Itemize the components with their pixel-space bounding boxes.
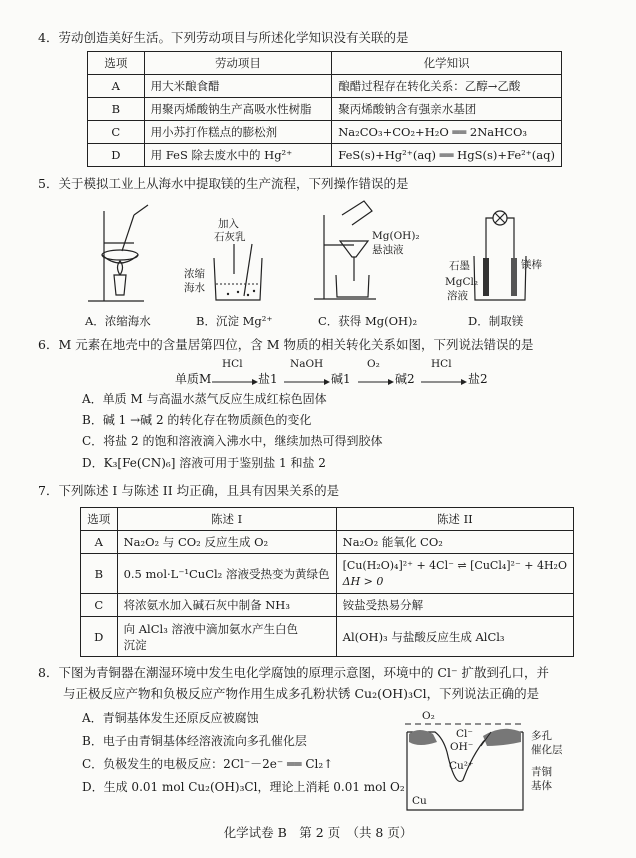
q4-header-item: 劳动项目 [144,52,332,75]
q7-table [80,507,574,657]
option-cell: C [88,121,145,144]
filtration-apparatus-illustration [312,195,382,307]
arrow-icon [284,379,330,385]
q8-option-d: D．生成 0.01 mol Cu₂(OH)₃Cl，理论上消耗 0.01 mol O₂ [82,780,405,794]
q6-option-b: B．碱 1 →碱 2 的转化存在物质颜色的变化 [82,413,312,427]
equilibrium-equation: [Cu(H₂O)₄]²⁺ + 4Cl⁻ ⇌ [CuCl₄]²⁻ + 4H₂O [342,558,567,572]
reagent-label: HCl [222,358,243,370]
label-concentrated: 浓缩 [184,268,205,280]
q7-stem: 7．下列陈述 I 与陈述 II 均正确，且具有因果关系的是 [38,483,340,498]
table-row [81,594,574,617]
knowledge-cell: 聚丙烯酸钠含有强亲水基团 [332,98,562,121]
statement1-line: 沉淀 [123,637,147,652]
statement2-cell: Al(OH)₃ 与盐酸反应生成 AlCl₃ [336,617,573,657]
q8-option-a: A．青铜基体发生还原反应被腐蚀 [82,711,259,725]
item-cell: 用聚丙烯酸钠生产高吸水性树脂 [144,98,332,121]
label-o2: O₂ [422,710,435,722]
table-row [81,554,574,594]
chain-item: 单质M [175,372,212,386]
q4-header-row [88,52,562,75]
option-cell: D [88,144,145,167]
table-row [81,531,574,554]
option-cell: D [81,617,118,657]
label-add: 加入 [218,218,239,230]
q8-stem-line2: 与正极反应产物和负极反应产物作用生成多孔粉状锈 Cu₂(OH)₃Cl，下列说法正确的是 [63,686,540,701]
enthalpy-change: ΔH > 0 [342,574,384,588]
label-porous: 多孔 [531,730,552,742]
chain-item: 碱2 [395,372,415,386]
item-cell: 用大米酿食醋 [144,75,332,98]
electrolysis-cell-illustration [470,208,530,308]
statement2-cell: 铵盐受热易分解 [336,594,573,617]
option-cell: B [88,98,145,121]
q5-option-c: C．获得 Mg(OH)₂ [318,314,418,328]
q4-header-option: 选项 [88,52,145,75]
q4-stem: 4．劳动创造美好生活。下列劳动项目与所述化学知识没有关联的是 [38,30,409,45]
label-graphite: 石墨 [449,260,470,272]
q5-stem: 5．关于模拟工业上从海水中提取镁的生产流程，下列操作错误的是 [38,176,409,191]
option-cell: C [81,594,118,617]
label-catalyst-layer: 催化层 [531,744,563,756]
q7-header-s2: 陈述 II [336,508,573,531]
table-row [88,75,562,98]
arrow-icon [358,379,394,385]
q8-option-b: B．电子由青铜基体经溶液流向多孔催化层 [82,734,307,748]
beaker-illustration [208,244,268,306]
label-suspension: 悬浊液 [372,244,404,256]
q8-stem-line1: 8．下图为青铜器在潮湿环境中发生电化学腐蚀的原理示意图，环境中的 Cl⁻ 扩散到孔口，并 [38,665,550,680]
label-solution: 溶液 [447,290,468,302]
chain-item: 盐1 [258,372,278,386]
option-cell: A [88,75,145,98]
q5-option-d: D．制取镁 [468,314,524,328]
q6-option-d: D．K₃[Fe(CN)₆] 溶液可用于鉴别盐 1 和盐 2 [82,456,326,470]
table-row [88,144,562,167]
page-footer: 化学试卷 B 第 2 页 （共 8 页） [223,825,413,840]
statement1-cell [117,617,336,657]
chain-item: 碱1 [331,372,351,386]
q7-header-row [81,508,574,531]
q6-option-a: A．单质 M 与高温水蒸气反应生成红棕色固体 [82,392,327,406]
label-mgcl2: MgCl₂ [445,276,479,288]
arrow-icon [421,379,467,385]
reagent-label: NaOH [290,358,324,370]
q4-table [87,51,562,167]
evaporation-apparatus-illustration [82,203,162,308]
label-lime-milk: 石灰乳 [214,231,246,243]
q6-stem: 6．M 元素在地壳中的含量居第四位，含 M 物质的相关转化关系如图，下列说法错误的是 [38,337,534,352]
item-cell: 用小苏打作糕点的膨松剂 [144,121,332,144]
label-cu: Cu [412,795,427,807]
q5-option-b: B．沉淀 Mg²⁺ [196,314,273,328]
reagent-label: O₂ [367,358,380,370]
label-seawater: 海水 [184,282,205,294]
knowledge-cell: 酿醋过程存在转化关系：乙醇→乙酸 [332,75,562,98]
label-mgoh2: Mg(OH)₂ [372,230,420,242]
reagent-label: HCl [431,358,452,370]
statement1-cell: Na₂O₂ 与 CO₂ 反应生成 O₂ [117,531,336,554]
table-row [88,121,562,144]
option-cell: A [81,531,118,554]
label-oh: OH⁻ [450,741,474,753]
item-cell: 用 FeS 除去废水中的 Hg²⁺ [144,144,332,167]
label-bronze: 青铜 [531,766,552,778]
q5-option-a: A．浓缩海水 [85,314,151,328]
q6-option-c: C．将盐 2 的饱和溶液滴入沸水中，继续加热可得到胶体 [82,434,383,448]
statement1-cell: 0.5 mol·L⁻¹CuCl₂ 溶液受热变为黄绿色 [117,554,336,594]
label-mg-rod: 镁棒 [521,259,542,271]
label-matrix: 基体 [531,780,552,792]
statement2-cell [336,554,573,594]
table-row [81,617,574,657]
label-cl: Cl⁻ [456,728,473,740]
label-cu2: Cu²⁺ [449,760,474,772]
chain-item: 盐2 [468,372,488,386]
knowledge-cell: Na₂CO₃+CO₂+H₂O ══ 2NaHCO₃ [332,121,562,144]
q7-header-s1: 陈述 I [117,508,336,531]
q7-header-option: 选项 [81,508,118,531]
q8-option-c: C．负极发生的电极反应：2Cl⁻－2e⁻ ══ Cl₂↑ [82,757,334,771]
knowledge-cell: FeS(s)+Hg²⁺(aq) ══ HgS(s)+Fe²⁺(aq) [332,144,562,167]
statement1-cell: 将浓氨水加入碱石灰中制备 NH₃ [117,594,336,617]
q4-header-knowledge: 化学知识 [332,52,562,75]
arrow-icon [212,379,258,385]
statement1-line: 向 AlCl₃ 溶液中滴加氨水产生白色 [123,621,298,636]
option-cell: B [81,554,118,594]
statement2-cell: Na₂O₂ 能氧化 CO₂ [336,531,573,554]
table-row [88,98,562,121]
